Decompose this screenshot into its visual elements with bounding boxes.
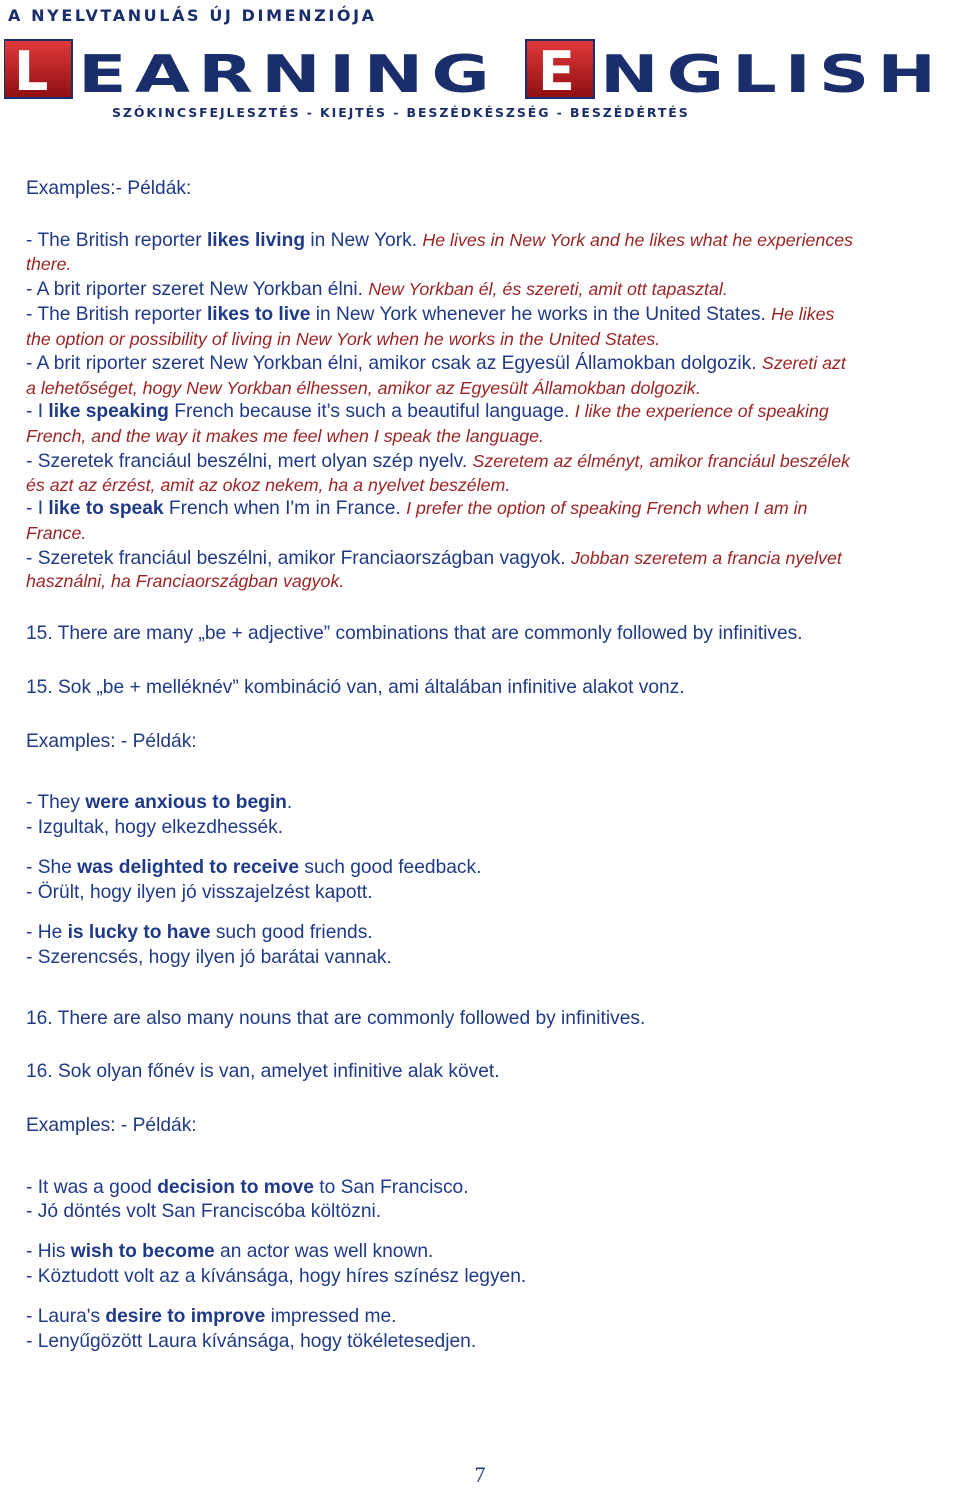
line-text: - It was a good <box>26 1177 158 1198</box>
line-text: an actor was well known. <box>214 1241 434 1262</box>
example-15-1-hu: - Izgultak, hogy elkezdhessék. <box>26 817 284 838</box>
example-16-1-hu: - Jó döntés volt San Franciscóba költözni. <box>26 1201 382 1222</box>
explanation-text: there. <box>26 254 72 274</box>
line-text: - The British reporter <box>26 304 207 325</box>
example-15-2-en <box>26 856 956 880</box>
example-line-6b <box>26 473 956 498</box>
logo-word-earning: EARNING <box>78 45 498 100</box>
explanation-text: the option or possibility of living in New York when he works in the United States. <box>26 329 661 349</box>
explanation-text: New Yorkban él, és szereti, amit ott tapasztal. <box>368 279 728 299</box>
line-text: - They <box>26 792 86 813</box>
line-text: . <box>286 792 293 813</box>
line-text: French because it's such a beautiful language. <box>168 401 575 422</box>
banner-tagline: A NYELVTANULÁS ÚJ DIMENZIÓJA <box>8 6 377 25</box>
learning-english-logo <box>4 38 948 100</box>
line-text: French when I'm in France. <box>163 498 407 519</box>
example-line-4b <box>26 376 956 401</box>
example-16-2-hu: - Köztudott volt az a kívánsága, hogy híres színész legyen. <box>26 1266 527 1287</box>
example-line-8b <box>26 569 956 594</box>
example-line-7b <box>26 521 956 546</box>
examples-heading-16: Examples: - Példák: <box>26 1115 197 1136</box>
explanation-text: használni, ha Franciaországban vagyok. <box>26 571 345 591</box>
explanation-text: I like the experience of speaking <box>574 401 829 421</box>
keyword: decision to move <box>157 1177 314 1198</box>
explanation-text: France. <box>26 523 87 543</box>
line-text: - His <box>26 1241 71 1262</box>
keyword: likes living <box>206 230 306 251</box>
line-text: such good feedback. <box>299 857 482 878</box>
example-line-1b <box>26 252 956 277</box>
line-text: - Szeretek franciául beszélni, amikor Franciaországban vagyok. <box>26 548 571 569</box>
explanation-text: és azt az érzést, amit az okoz nekem, ha a nyelvet beszélem. <box>26 475 511 495</box>
example-16-3-en <box>26 1305 956 1329</box>
example-line-4 <box>26 351 956 376</box>
keyword: likes to live <box>206 304 311 325</box>
line-text: - I <box>26 401 49 422</box>
explanation-text: Szeretem az élményt, amikor franciául beszélek <box>472 451 850 471</box>
line-text: - Laura's <box>26 1306 106 1327</box>
example-line-8 <box>26 546 956 571</box>
example-line-5b <box>26 424 956 449</box>
example-15-2-hu: - Örült, hogy ilyen jó visszajelzést kapott. <box>26 882 373 903</box>
keyword: was delighted to receive <box>77 857 300 878</box>
explanation-text: Jobban szeretem a francia nyelvet <box>570 548 842 568</box>
keyword: desire to improve <box>105 1306 266 1327</box>
banner-subtitle: SZÓKINCSFEJLESZTÉS - KIEJTÉS - BESZÉDKÉSZSÉG - BESZÉDÉRTÉS <box>112 105 690 120</box>
line-text: - She <box>26 857 78 878</box>
examples-heading-15: Examples: - Példák: <box>26 731 197 752</box>
explanation-text: a lehetőséget, hogy New Yorkban élhessen, amikor az Egyesült Államokban dolgozik. <box>26 378 701 398</box>
explanation-text: He lives in New York and he likes what he experiences <box>422 230 853 250</box>
keyword: like speaking <box>48 401 169 422</box>
explanation-text: He likes <box>771 304 835 324</box>
example-line-5 <box>26 399 956 424</box>
line-text: - He <box>26 922 68 943</box>
example-line-3b <box>26 327 956 352</box>
line-text: - A brit riporter szeret New Yorkban élni, amikor csak az Egyesül Államokban dolgozik. <box>26 353 762 374</box>
line-text: in New York. <box>305 230 423 251</box>
example-16-3-hu: - Lenyűgözött Laura kívánsága, hogy tökéletesedjen. <box>26 1331 477 1352</box>
explanation-text: I prefer the option of speaking French when I am in <box>406 498 808 518</box>
keyword: wish to become <box>70 1241 215 1262</box>
line-text: to San Francisco. <box>313 1177 469 1198</box>
line-text: - The British reporter <box>26 230 207 251</box>
logo-graphic <box>4 38 948 100</box>
logo-letter-l: L <box>14 40 49 100</box>
section-16-title-hu: 16. Sok olyan főnév is van, amelyet infinitive alak követ. <box>26 1061 500 1082</box>
example-line-6 <box>26 449 956 474</box>
section-16-title-en: 16. There are also many nouns that are commonly followed by infinitives. <box>26 1008 646 1029</box>
explanation-text: French, and the way it makes me feel when I speak the language. <box>26 426 544 446</box>
section-15-title-en: 15. There are many „be + adjective” combinations that are commonly followed by infinitives. <box>26 623 803 644</box>
keyword: were anxious to begin <box>85 792 287 813</box>
example-line-7 <box>26 496 956 521</box>
logo-word-nglish: NGLISH <box>600 45 944 100</box>
line-text: - A brit riporter szeret New Yorkban élni. <box>26 279 369 300</box>
example-16-1-en <box>26 1176 956 1200</box>
line-text: - Szeretek franciául beszélni, mert olyan szép nyelv. <box>26 451 473 472</box>
explanation-text: Szereti azt <box>761 353 846 373</box>
line-text: - I <box>26 498 49 519</box>
logo-letter-e: E <box>538 40 575 100</box>
examples-heading-1: Examples:- Példák: <box>26 178 192 199</box>
page-number: 7 <box>474 1462 486 1487</box>
keyword: is lucky to have <box>67 922 211 943</box>
example-line-2 <box>26 277 956 302</box>
section-15-title-hu: 15. Sok „be + melléknév” kombináció van, ami általában infinitive alakot vonz. <box>26 677 685 698</box>
example-15-3-en <box>26 921 956 945</box>
example-16-2-en <box>26 1240 956 1264</box>
example-line-1 <box>26 228 956 253</box>
example-line-3 <box>26 302 956 327</box>
line-text: impressed me. <box>265 1306 397 1327</box>
line-text: such good friends. <box>210 922 373 943</box>
keyword: like to speak <box>48 498 164 519</box>
example-15-3-hu: - Szerencsés, hogy ilyen jó barátai vannak. <box>26 947 392 968</box>
example-15-1-en <box>26 791 956 815</box>
line-text: in New York whenever he works in the United States. <box>310 304 772 325</box>
